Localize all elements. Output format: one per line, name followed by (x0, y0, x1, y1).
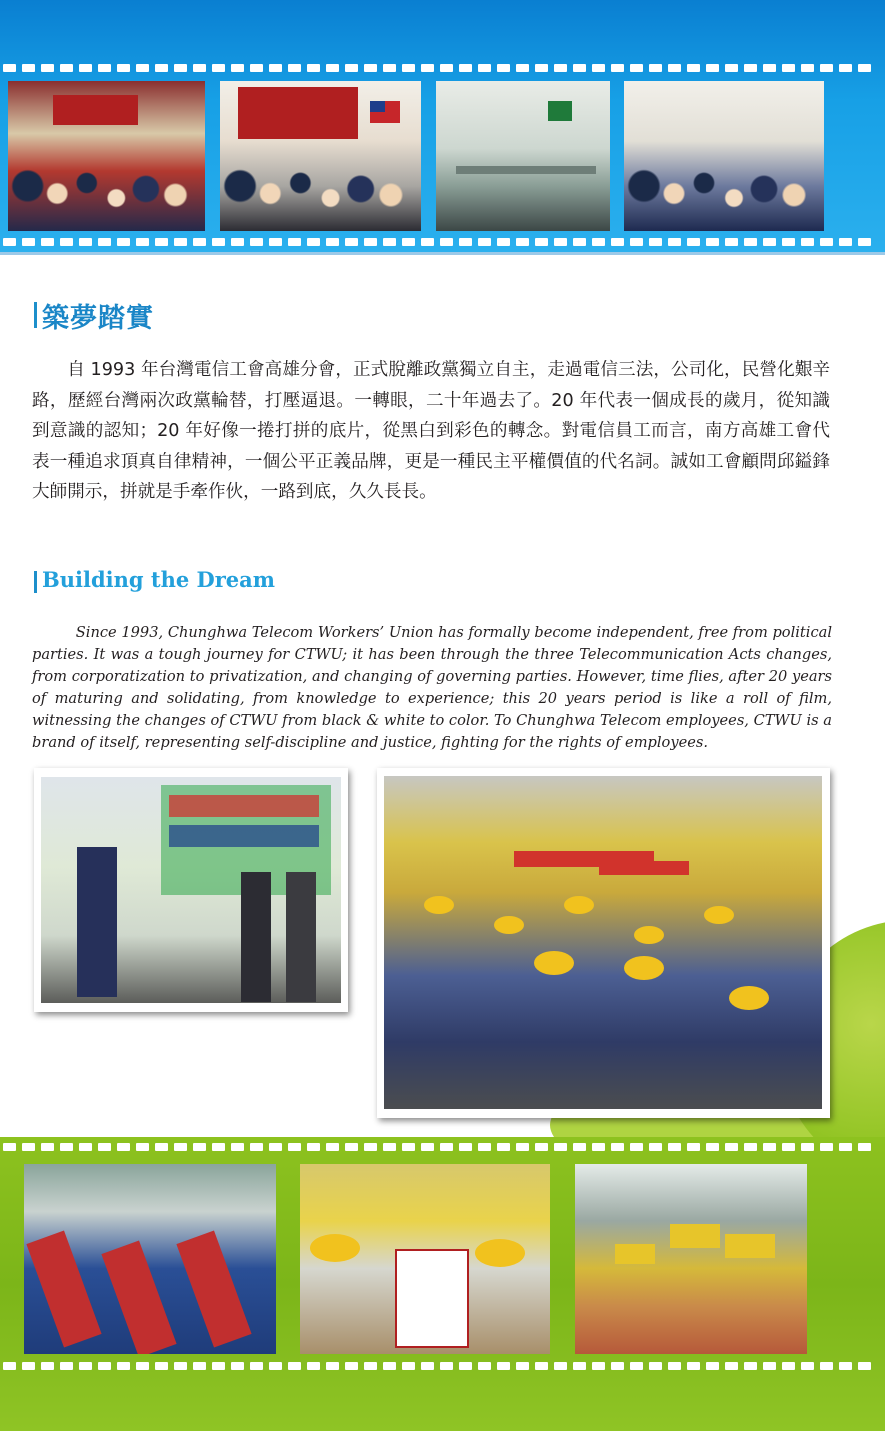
film-hole (174, 238, 187, 246)
film-hole (307, 64, 320, 72)
film-hole (79, 64, 92, 72)
film-hole (497, 1143, 510, 1151)
film-hole (554, 238, 567, 246)
film-hole (820, 64, 833, 72)
film-hole (763, 1362, 776, 1370)
film-hole (611, 1143, 624, 1151)
film-hole (79, 1362, 92, 1370)
film-hole (364, 1143, 377, 1151)
film-hole (440, 1362, 453, 1370)
film-hole (725, 238, 738, 246)
film-hole (98, 64, 111, 72)
film-hole (516, 1362, 529, 1370)
film-hole (535, 64, 548, 72)
film-hole (307, 1143, 320, 1151)
film-hole (383, 1362, 396, 1370)
film-hole (98, 1143, 111, 1151)
film-hole (345, 238, 358, 246)
film-hole (117, 1143, 130, 1151)
film-hole (212, 1362, 225, 1370)
film-hole (535, 1143, 548, 1151)
film-hole (858, 1143, 871, 1151)
film-hole (288, 1362, 301, 1370)
film-hole (839, 1362, 852, 1370)
film-hole (288, 64, 301, 72)
film-hole (421, 238, 434, 246)
film-hole (782, 64, 795, 72)
film-hole (744, 1362, 757, 1370)
photo-calligraphy-event (220, 81, 421, 231)
heading-bar-zh (34, 302, 37, 328)
film-hole (383, 64, 396, 72)
film-perforations-bottom (0, 237, 885, 247)
film-hole (193, 1143, 206, 1151)
film-hole (326, 1143, 339, 1151)
photo-press-conference (624, 81, 824, 231)
framed-photo-stage-speech (34, 768, 348, 1012)
film-hole (687, 1143, 700, 1151)
film-hole (744, 1143, 757, 1151)
film-hole (820, 1143, 833, 1151)
film-hole (250, 1143, 263, 1151)
film-hole (269, 1362, 282, 1370)
top-strip-border (0, 252, 885, 255)
film-hole (22, 1143, 35, 1151)
film-hole (174, 1143, 187, 1151)
film-hole (592, 1362, 605, 1370)
film-hole (687, 1362, 700, 1370)
film-hole (744, 238, 757, 246)
film-hole (117, 238, 130, 246)
film-hole (706, 64, 719, 72)
film-hole (41, 64, 54, 72)
photo-elders-sashes (24, 1164, 276, 1354)
film-hole (440, 64, 453, 72)
film-hole (155, 238, 168, 246)
film-hole (801, 1362, 814, 1370)
film-hole (459, 1362, 472, 1370)
film-hole (440, 1143, 453, 1151)
film-hole (98, 238, 111, 246)
film-hole (459, 1143, 472, 1151)
film-hole (250, 64, 263, 72)
film-hole (421, 1362, 434, 1370)
film-hole (193, 238, 206, 246)
film-hole (402, 64, 415, 72)
film-hole (288, 1143, 301, 1151)
film-hole (668, 238, 681, 246)
section-heading-en: Building the Dream (42, 567, 275, 592)
film-hole (288, 238, 301, 246)
film-hole (60, 1362, 73, 1370)
section-heading-zh: 築夢踏實 (42, 303, 154, 334)
film-hole (839, 64, 852, 72)
film-hole (801, 64, 814, 72)
film-hole (402, 1362, 415, 1370)
film-hole (573, 1143, 586, 1151)
film-hole (592, 238, 605, 246)
film-hole (839, 238, 852, 246)
film-hole (801, 238, 814, 246)
film-hole (554, 1143, 567, 1151)
film-hole (364, 238, 377, 246)
heading-bar-en (34, 571, 37, 593)
film-hole (307, 1362, 320, 1370)
film-hole (60, 238, 73, 246)
film-hole (782, 1143, 795, 1151)
film-hole (630, 1362, 643, 1370)
section-paragraph-zh: 自 1993 年台灣電信工會高雄分會，正式脫離政黨獨立自主，走過電信三法，公司化，民營化艱辛路，歷經台灣兩次政黨輪替，打壓逼退。一轉眼，二十年過去了。20 年代表一個成長的歲月，從知識到意識的認知；20 年好像一捲打拼的底片，從黑白到彩色的轉念。對電信員工而言，南方高雄工會代表一種追求頂真自律精神，一個公平正義品牌，更是一種民主平權價值的代名詞。誠如工會顧問邱鎰鋒大師開示，拼就是手牽作伙，一路到底，久久長長。 (32, 360, 830, 502)
film-hole (136, 1143, 149, 1151)
film-hole (649, 1143, 662, 1151)
film-hole (630, 64, 643, 72)
film-hole (250, 238, 263, 246)
film-hole (41, 1143, 54, 1151)
film-hole (725, 64, 738, 72)
film-hole (592, 1143, 605, 1151)
film-hole (212, 1143, 225, 1151)
film-hole (668, 64, 681, 72)
film-hole (155, 1143, 168, 1151)
film-hole (155, 64, 168, 72)
film-hole (573, 1362, 586, 1370)
film-hole (820, 1362, 833, 1370)
film-hole (839, 1143, 852, 1151)
film-hole (459, 64, 472, 72)
film-hole (326, 238, 339, 246)
film-hole (402, 1143, 415, 1151)
film-hole (269, 238, 282, 246)
film-hole (497, 64, 510, 72)
film-hole (231, 238, 244, 246)
film-hole (136, 64, 149, 72)
film-hole (763, 1143, 776, 1151)
film-hole (668, 1362, 681, 1370)
film-hole (649, 238, 662, 246)
film-perforations-top (0, 63, 885, 73)
film-hole (440, 238, 453, 246)
film-hole (136, 238, 149, 246)
film-hole (782, 238, 795, 246)
film-perforations-top (0, 1142, 885, 1152)
film-hole (60, 1143, 73, 1151)
film-hole (516, 64, 529, 72)
film-hole (516, 238, 529, 246)
film-hole (763, 64, 776, 72)
film-hole (364, 64, 377, 72)
film-hole (193, 64, 206, 72)
film-hole (383, 1143, 396, 1151)
film-hole (611, 238, 624, 246)
film-hole (22, 64, 35, 72)
film-hole (630, 238, 643, 246)
film-hole (3, 64, 16, 72)
film-hole (630, 1143, 643, 1151)
film-hole (421, 1143, 434, 1151)
film-hole (706, 238, 719, 246)
film-perforations-bottom (0, 1361, 885, 1371)
film-hole (497, 1362, 510, 1370)
film-hole (345, 64, 358, 72)
film-hole (497, 238, 510, 246)
film-hole (535, 1362, 548, 1370)
film-hole (60, 64, 73, 72)
film-hole (782, 1362, 795, 1370)
film-hole (383, 238, 396, 246)
film-hole (611, 64, 624, 72)
film-hole (592, 64, 605, 72)
film-hole (668, 1143, 681, 1151)
film-hole (459, 238, 472, 246)
film-hole (744, 64, 757, 72)
film-hole (516, 1143, 529, 1151)
film-hole (421, 64, 434, 72)
film-hole (725, 1362, 738, 1370)
film-hole (117, 1362, 130, 1370)
top-film-strip (0, 0, 885, 254)
film-hole (725, 1143, 738, 1151)
film-hole (231, 1362, 244, 1370)
film-hole (763, 238, 776, 246)
film-hole (136, 1362, 149, 1370)
film-hole (554, 1362, 567, 1370)
film-hole (117, 64, 130, 72)
film-hole (79, 1143, 92, 1151)
film-hole (706, 1143, 719, 1151)
film-hole (250, 1362, 263, 1370)
film-hole (231, 64, 244, 72)
film-hole (22, 238, 35, 246)
photo-street-march (575, 1164, 807, 1354)
film-hole (573, 64, 586, 72)
film-hole (307, 238, 320, 246)
film-hole (269, 64, 282, 72)
film-hole (858, 1362, 871, 1370)
film-hole (326, 1362, 339, 1370)
film-hole (820, 238, 833, 246)
film-hole (801, 1143, 814, 1151)
film-hole (554, 64, 567, 72)
film-hole (858, 238, 871, 246)
film-hole (687, 64, 700, 72)
film-hole (3, 1143, 16, 1151)
film-hole (478, 1362, 491, 1370)
film-hole (22, 1362, 35, 1370)
film-hole (706, 1362, 719, 1370)
film-hole (402, 238, 415, 246)
film-hole (535, 238, 548, 246)
film-hole (3, 1362, 16, 1370)
film-hole (212, 64, 225, 72)
film-hole (174, 1362, 187, 1370)
film-hole (155, 1362, 168, 1370)
film-hole (364, 1362, 377, 1370)
film-hole (649, 64, 662, 72)
section-paragraph-en: Since 1993, Chunghwa Telecom Workers’ Union has formally become independent, free from political parties. It was a tough journey for CTWU; it has been through the three Telecommunication Acts changes, from corporatization to privatization, and changing of governing parties. However, time flies, after 20 years of maturing and solidating, from knowledge to experience; this 20 years period is like a roll of film, witnessing the changes of CTWU from black & white to color. To Chunghwa Telecom employees, CTWU is a brand of itself, representing self-discipline and justice, fighting for the rights of employees. (32, 624, 832, 751)
film-hole (326, 64, 339, 72)
film-hole (212, 238, 225, 246)
film-hole (193, 1362, 206, 1370)
film-hole (478, 238, 491, 246)
film-hole (478, 1143, 491, 1151)
film-hole (79, 238, 92, 246)
film-hole (345, 1143, 358, 1151)
photo-meeting-room (436, 81, 610, 231)
film-hole (478, 64, 491, 72)
film-hole (345, 1362, 358, 1370)
film-hole (41, 238, 54, 246)
photo-raincoat-protesters (300, 1164, 550, 1354)
film-hole (98, 1362, 111, 1370)
film-hole (649, 1362, 662, 1370)
film-hole (3, 238, 16, 246)
film-hole (231, 1143, 244, 1151)
photo-rally-banner (8, 81, 205, 231)
film-hole (41, 1362, 54, 1370)
framed-photo-sit-in-protest (377, 768, 830, 1118)
film-hole (573, 238, 586, 246)
film-hole (269, 1143, 282, 1151)
film-hole (611, 1362, 624, 1370)
film-hole (858, 64, 871, 72)
film-hole (174, 64, 187, 72)
film-hole (687, 238, 700, 246)
